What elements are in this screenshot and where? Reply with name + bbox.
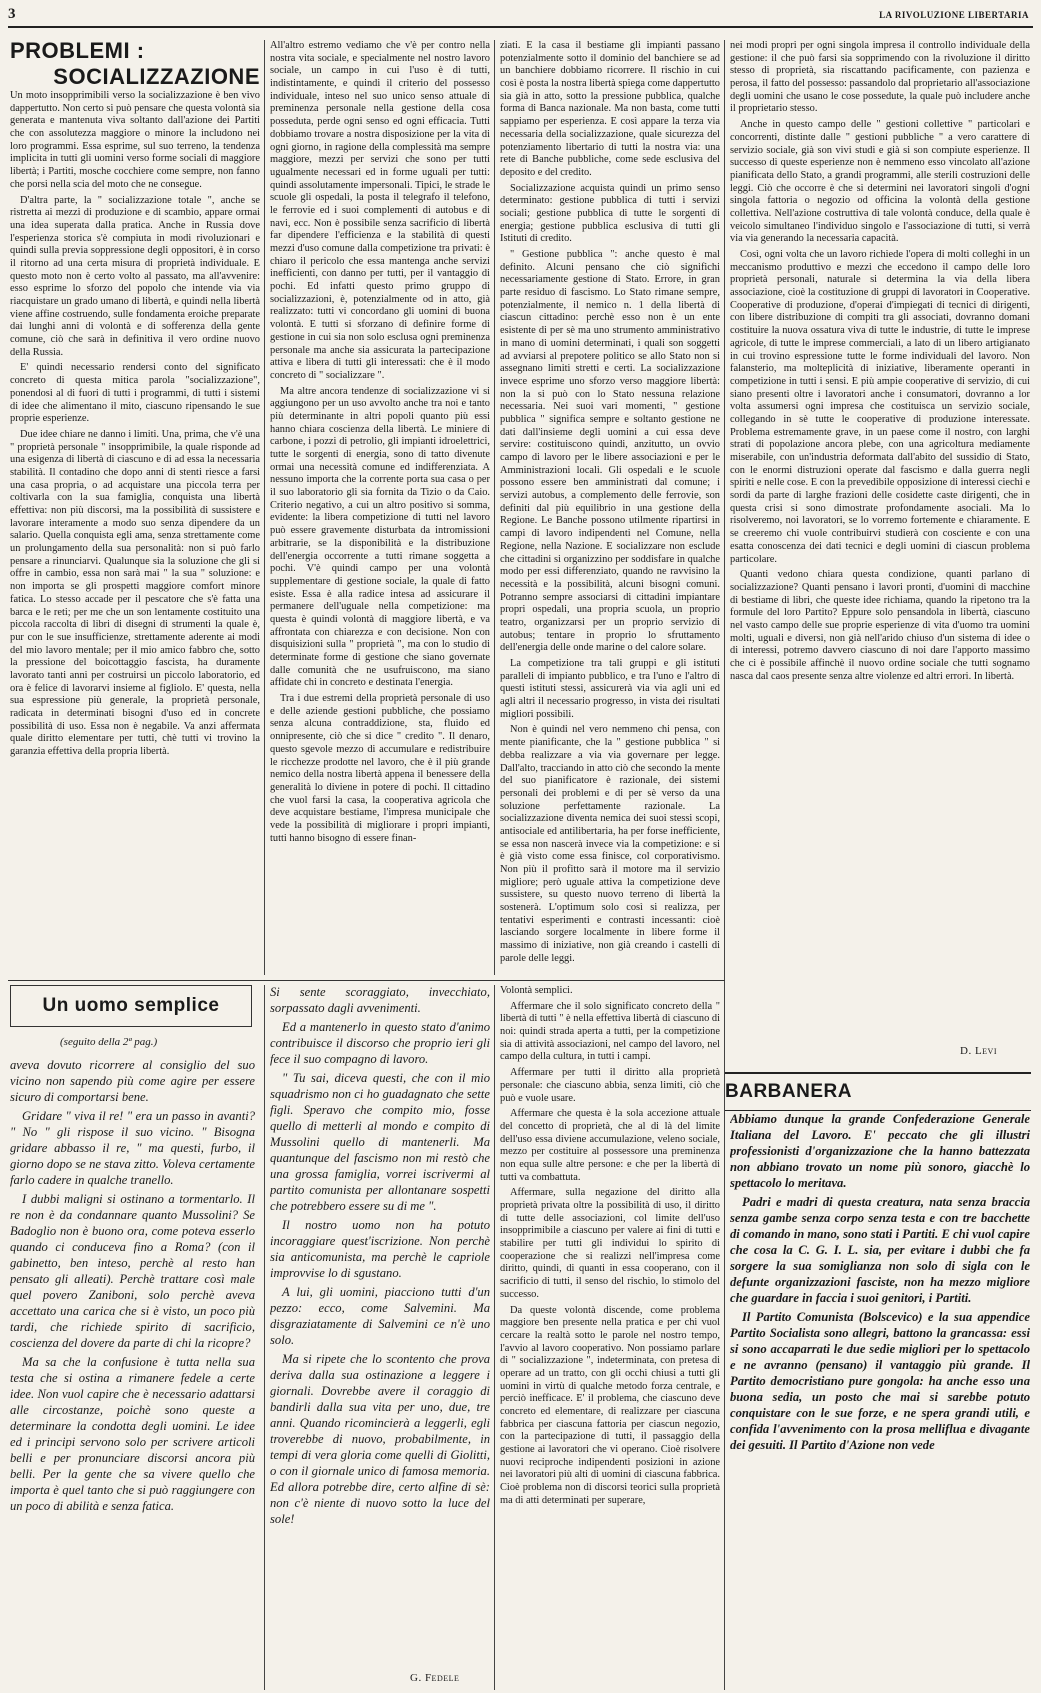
barbanera-column bbox=[730, 1112, 1030, 1690]
problemi-column-1 bbox=[10, 90, 260, 902]
uomo-title: Un uomo semplice bbox=[42, 995, 220, 1016]
paragraph: D'altra parte, la " socializzazione totale ", anche se ristretta ai mezzi di produzione e di scambio, appare ormai una idea superata dalla pratica. Anche in Russia dove l'esperienza storica s'è compiuta in modi rivoluzionari e quindi sulla previa soppressione degli oppositori, è in corso il ritorno ad una certa misura di proprietà individuale. E questo moto non è certo volto al passato, ma all'avvenire: esso esprime lo sforzo del popolo che intende via via riacquistare un grado umano di libertà, e quindi nella libertà viene affine costruendo, sulle fondamenta eroiche preparate dai lunghi anni di volontà e di sofferenza della gente comune, ciò che sarà in definitiva il vero ordine nuovo della Russia. bbox=[10, 194, 260, 358]
paragraph: E' quindi necessario rendersi conto del significato concreto di questa mitica parola "socializzazione", ponendosi al di fuori di tutti i programmi, di tutti i sistemi di idee che alimentano il mito, ciascuno ripensando le sue proprie esperienze. bbox=[10, 362, 260, 425]
paragraph: All'altro estremo vediamo che v'è per contro nella nostra vita sociale, e specialmente nel nostro lavoro sociale, un campo in cui l'uso è di tutti, indistintamente, e quindi il criterio del possesso individuale, inteso nel suo unico senso attuale di preminenza personale nella gestione della cosa posseduta, perde ogni senso ed ogni efficacia. Tutti dobbiamo trovare a nostra disposizione per la vita di ogni giorno, in ragione della complessità ma sempre maggiore, mezzi per servizi che sono per tutti ugualmente necessari ed in forme uguali per tutti: quindi assolutamente impersonali. Tipici, le strade le scuole gli ospedali, la posta il telegrafo il telefono, le ferrovie ed i suoi complementi di autobus e di navi, ecc. Non è possibile senza sacrificio di libertà far dipendere l'efficienza e la stabilità di questi mezzi d'uso comune dalla competizione tra privati: è chiaro il pericolo che essa mantenga anche servizi inefficienti, con danno per tutti, per il vantaggio di pochi. Ed infatti questo primo gruppo di socializzazioni, è, potenzialmente od in atto, già realizzato: tutti vi concordano gli uomini di buona volontà. E tutti si sforzano di definire forme di gestione in cui sia non solo esclusa ogni preminenza personale ma anche sia assicurata la partecipazione attiva e libera di tutti gli interessati: che è il modo concreto di " socializzare ". bbox=[270, 40, 490, 381]
paragraph: Il nostro uomo non ha potuto incoraggiare quest'iscrizione. Non perchè sia anticomunista, ma perchè le capriole improvvise lo di sgustano. bbox=[270, 1217, 490, 1280]
paragraph: Tra i due estremi della proprietà personale di uso e delle aziende gestioni pubbliche, che possiamo senza alcuna contraddizione, sta, fluido ed onnipresente, ciò che si dice " credito ". Il denaro, questo sgevole mezzo di accumulare e redistribuire le ricchezze prodotte nel lavoro, che è il più grande nemico della nostra libertà appena il benessere della generalità lo diviene in potere di pochi. Il cittadino che vuol farsi la casa, la cooperativa agricola che deve acquistare bestiame, l'impresa municipale che vede la possibilità di migliorare i propri impianti, tutti hanno bisogno di essere finan- bbox=[270, 693, 490, 844]
paragraph: Volontà semplici. bbox=[500, 985, 573, 996]
paragraph: Da queste volontà discende, come problema maggiore ben presente nella pratica e per chi vuol cercare la realtà sotto le parole nel nostro tempo, l'avvio al lavoro cooperativo. Non possiamo parlare di " socializzazione ", indeterminata, con pretesa di operare ad un tratto, con gli occhi chiusi a tutti gli uomini in virtù di qualche metodo forza centrale, e perciò inefficace. E' il problema, che ciascuno deve concreto ed elementare, di realizzare per ciascuna fabbrica per ciascuna fattoria per ciascun negozio, con la partecipazione di tutti, il passaggio della gestione ai lavoratori che vi operano. Cioè risolvere nuovi reciproche indipendenti posizioni in azione nei lavoratori più alti di uomini di ciascuna fabbrica. Cioè problema non di discorsi teorici sulla proprietà ma di atti determinati per superare, bbox=[500, 1304, 720, 1506]
author-signature: D. Levi bbox=[960, 1045, 997, 1057]
paragraph: Così, ogni volta che un lavoro richiede l'opera di molti colleghi in un meccanismo produttivo e mezzi che eccedono il campo delle loro proprietà personali, naturale si determina la via della libera associazione, cioè la costituzione di gruppi di lavoratori in Cooperative. Cooperative di produzione, d'operai d'impiegati di tecnici di dirigenti, con libere distribuzione di compiti tra gli associati, dovranno domani costituire la nuova ossatura viva di tutte le industrie, di tutte le imprese agricole, di tutte le imprese commerciali, a lato di un libero artigianato in cui trovino espressione tutte le forme individuali del lavoro. Non falansterio, ma molteplicità di iniziative, liberamente operanti in competizione in tutti i sensi. E più ampie cooperative di servizio, di cui siano presenti oltre i lavoratori anche i consumatori, dovranno a lor volta assumersi ogni impresa che costituisca un servizio sociale, collegando in sè tutte le cooperative di produzione interessate. Problema estremamente grave, in un paese come il nostro, con larghi strati di popolazione ancora plebe, con una agricoltura mediamente miserabile, con un'industria deformata dall'abito del sussidio di Stato, con le enormi distruzioni operate dal fascismo e dalla guerra negli spiriti e nelle cose. E con la prevedibile opposizione di interessi ciechi e sordi da parte di larghe frazioni delle cosidette caste dirigenti, che in questa crisi si sono dimostrate profondamente asociali. Ma lo risolveremo, noi lavoratori, se lo vorremo fortemente e chiaramente. E se creeremo chi vuole contribuirvi studierà con cosciente e con una esatta conoscenza dei dati tecnici e degli uomini di ciascun problema particolare. bbox=[730, 249, 1030, 565]
problemi-column-3 bbox=[500, 40, 720, 975]
paragraph: Anche in questo campo delle " gestioni collettive " particolari e concorrenti, distinte dalle " gestioni pubbliche " a vero carattere di servizio sociale, già son vivi studi e già si son compiute esperienze. Il successo di queste esperienze non è nemmeno esso vincolato all'azione pianificata dello Stato, a grandi programmi, alle sterili costruzioni delle leggi. Ciò che occorre è che si determini nei lavoratori singoli d'ogni singola fattoria o negozio od officina la volontà della gestione collettiva. Nell'azione costruttiva di tale volontà conduce, della quale è veicolo simultaneo l'individuo singolo e l'associazione di tutti, si verrà via via generando la necessaria capacità. bbox=[730, 119, 1030, 245]
paragraph: Un moto insopprimibili verso la socializzazione è ben vivo dappertutto. Non certo si può pensare che questa volontà sia generata e mantenuta viva soltanto dall'azione dei Partiti che con assolutezza maggiore o minore la includono nei loro programmi. Essa esprime, sul suo terreno, la tendenza implicita in tutti gli uomini verso forme sociali di maggiore libertà; i Partiti, mosche cocchiere come sempre, non fanno che porsi nella scia del moto che ne consegue. bbox=[10, 90, 260, 190]
problemi-column-4 bbox=[730, 40, 1030, 975]
column-separator bbox=[264, 40, 265, 975]
paragraph: Socializzazione acquista quindi un primo senso determinato: gestione pubblica di tutti i servizi sociali; gestione pubblica di tutte le sorgenti di energia; gestione pubblica esclusiva di tutti gli Istituti di credito. bbox=[500, 182, 720, 245]
paragraph: Affermare che questa è la sola accezione attuale del concetto di proprietà, che al di là del limite dell'uso essa diviene accumulazione, veleno sociale, mezzo per costituire al possessore una preminenza non equa sulle altre persone: e che per la libertà di tutti va combattuta. bbox=[500, 1108, 720, 1183]
paragraph: Il Partito Comunista (Bolscevico) e la sua appendice Partito Socialista sono allegri, battono la grancassa: essi si sono accaparrati le due sedie migliori per lo spettacolo e ne avranno (pensano) il vantaggio più grande. Il Partito democristiano pure gongola: ha anche esso una buona sedia, un posto che mai si sarebbe potuto conquistare con le sue forze, e ne spera grandi utili, e confida l'avvenimento con la prosa melliflua e divagante dei gesuiti. Il Partito d'Azione non vede bbox=[730, 1309, 1030, 1452]
paragraph: I dubbi maligni si ostinano a tormentarlo. Il re non è da condannare quanto Mussolini? Se Badoglio non è buono ora, come poteva esserlo quando ci conduceva fino a Roma? (con il gabinetto, ben inteso, perchè al resto han pensato gli alleati). Perchè trattare così male quel povero Zaniboni, solo perchè aveva accettato una carica che si è visto, un poco più tardi, che richiede spirito di sacrificio, coscienza del dovere da parte di chi la ricopre? bbox=[10, 1191, 255, 1350]
section-rule bbox=[8, 980, 725, 981]
uomo-subtitle: (seguito della 2ª pag.) bbox=[60, 1036, 158, 1048]
paragraph: Ma altre ancora tendenze di socializzazione vi si aggiungono per un uso avvolto anche tra noi e tanto più determinante in altri popoli quanto più essi hanno chiara coscienza della libertà. Le miniere di carbone, i pozzi di petrolio, gli impianti idroelettrici, tutte le sorgenti di energia, sono di tatto divenute ormai una necessità comune ed indifferenziata. A nessuno importa che la corrente porta sua casa o per il suo laboratorio gli sia fornita da Tizio o da Caio. Criterio negativo, a cui un altro positivo si somma, evidente: la libera competizione di tutti nel lavoro può essere gravemente disturbata da intromissioni arbitrarie, se la disponibilità e la distribuzione dell'energia occorrente a tutti rimane soggetta a pochi. V'è quindi campo per una volontà supplementare di gestione sociale, la quale di fatto esiste. Essa è alla radice intesa ad assicurare il permanere dell'uguale nella competizione: ma questa è quindi volontà di maggiore libertà, e va affrontata con chiarezza e con decisione. Non con disquisizioni sulla " proprietà ", ma con lo studio di determinate forme di gestione che siano governate dalle comunità che ne usufruiscono, ma siano affidate chi in concreto e destinata l'energia. bbox=[270, 385, 490, 689]
column-separator bbox=[724, 40, 725, 1690]
uomo-column-2 bbox=[270, 985, 490, 1665]
header-rule bbox=[8, 26, 1033, 28]
page-number: 3 bbox=[8, 6, 16, 22]
paragraph: ziati. E la casa il bestiame gli impianti passano potenzialmente sotto il dominio del banchiere se ad un banchiere dobbiamo ricorrere. Il rischio in cui così è posta la nostra libertà spiega come dappertutto sia già in atto, sotto la pressione pubblica, qualche forma di Banca nazionale. Ma non basta, come tutti sappiamo per esperienza. E così appare la terza via necessaria della socializzazione, quale sicurezza del potenziamento libertario di tutti la nostra via: una rete di Banche pubbliche, come sede esclusiva del deposito e del credito. bbox=[500, 40, 720, 178]
paragraph: Due idee chiare ne danno i limiti. Una, prima, che v'è una " proprietà personale " insopprimibile, la quale risponde ad una esigenza di libertà di ciascuno e di ad essa la necessaria stabilità. Il contadino che dopo anni di stenti riesce a farsi una casa propria, o ad acquistare una piccola terra per coltivarla con la sua famiglia, conquista una libertà effettiva: non più discorsi, ma la possibilità di sussistere e lavorare interamente a modo suo senza dipendere da un salario. Quella conquista egli ama, senza strettamente come un prolungamento della sua personalità: non si può farlo pensare a rinunciarvi. Qualunque sia la soluzione che gli si offre in cambio, essa non sarà mai " la sua " soluzione: e non importa se gli prospetti maggiore comfort minore fatica. Lo stesso accade per il pescatore che s'è fatta una barca e le reti; per me che un son lentamente costituito una piccola raccolta di libri di disegni di strumenti la quale è, pur con le sue insufficienze, strettamente aderente ai modi del mio lavoro mentale; per il mio amico fabbro che, sotto la pressione del boicottaggio fascista, ha duramente lavorato tanti anni per costruirsi un piccolo laboratorio, ed ora è felice di lavorarvi insieme al figliolo. E' questa, nella sua espressione più generale, la proprietà personale, radicata in determinati bisogni d'uso ed in concrete possibilità di uso. Essa non è negabile. Va anzi affermata quale diritto elementare per tutti, chè tutti vi trovino la garanzia effettiva della propria libertà. bbox=[10, 428, 260, 758]
paragraph: Quanti vedono chiara questa condizione, quanti parlano di socializzazione? Quanti pensano i lavori pronti, d'uomini di macchine di bestiame di libri, che queste idee richiama, quando la ripetono tra la formule del loro Partito? Eppure solo pensandola in libertà, ciascuno nel vasto campo delle sue proprie esperienze di vita d'uomo tra uomini molti, uguali e diversi, non già nell'arido chiuso d'un sistema di idee o di interessi, potremo davvero ciascuno di noi dare l'apporto massimo che ci è possibile affinchè il nuovo ordine sociale che tutti sognamo nasca dal caos presente senza altre violenze ed altri errori. In libertà. bbox=[730, 569, 1030, 682]
problemi-column-2 bbox=[270, 40, 490, 975]
paragraph: " Gestione pubblica ": anche questo è mal definito. Alcuni pensano che ciò significhi necessariamente gestione di Stato. Errore, in gran parte residuo di fascismo. Lo Stato rimane sempre, potenzialmente, il nemico n. 1 della libertà di ciascun cittadino: perchè esso non è un ente esistente di per sè ma uno strumento amministrativo in mano di uomini determinati, i quali son soggetti ad avviarsi al prepotere politico se allo Stato non si assegnano limiti stretti e certi. La socializzazione invece esprime uno sforzo verso maggiore libertà: non la si può con lo Stato nessuna relazione necessaria. Nei suoi vari momenti, " gestione pubblica " significa sempre e soltanto gestione ne dati dall'insieme degli uomini a cui essa deve servire: costituiscono quindi, anzitutto, un ovvio campo di lavoro per le libere associazioni e per le Amministrazioni locali. Gli ospedali e le scuole possono essere ben amministrati dal comune; i servizi autobus, a complemento delle ferrovie, son definiti dal più equilibrio in una gestione della Regione. Le Banche possono utilmente ripartirsi in campi di lavoro indipendenti nel Comune, nella Regione, nella Nazione. E socializzare non esclude che cittadini si organizzino per soddisfare in qualche modo per essi differenziato, quando ne ravvisino la necessità e la possibilità, alcuni bisogni comuni. Potranno sempre associarsi di cittadini impiantare propri ospedali, una propria scuola, un proprio teatro, organizzarsi per un proprio servizio di autobus; tentare in proprio lo sfruttamento dell'energia delle onde marine o del calore solare. bbox=[500, 249, 720, 654]
author-signature: G. Fedele bbox=[410, 1672, 460, 1684]
column-separator bbox=[494, 40, 495, 975]
paragraph: Affermare, sulla negazione del diritto alla proprietà privata oltre la possibilità di uso, il diritto di tutte delle associazioni, col limite dell'uso insopprimibile a ciascuno per valere ai fini di tutti e stabilire per tutti gli individui lo spirito di cooperazione che si realizzi nell'impresa come diritto, quindi, di quanti in essa cooperano, con il sacrificio di tutti, il senso del rischio, lo stimolo del successo. bbox=[500, 1187, 720, 1300]
paragraph: Non è quindi nel vero nemmeno chi pensa, con mente pianificante, che la " gestione pubblica " si debba realizzare a via via governare per legge. Dall'alto, tracciando in atto ciò che secondo la mente del suo pianificatore è razionale, dei sistemi personali dei problemi e di per sè verso da una soluzione perfettamente razionale. La socializzazione diventa nemica dei suoi stessi scopi, antisociale ed antilibertaria, ha per forse inefficiente, se essa non nascerà invece via la competizione: e si è già visto come essa finisce, col corporativismo. Non più il profitto sarà il motore ma il servizio migliore; però uguale attiva la competizione deve sussistere, su questo nuovo terreno di libertà la sostenerà. L'optimum solo così si realizza, per tentativi esperimenti e contrasti incessanti: cioè lasciando sorgere localmente in libere forme il massimo di iniziative, non già creando i castelli di parole delle leggi. bbox=[500, 724, 720, 964]
uomo-title-box bbox=[10, 985, 252, 1027]
paragraph: Affermare che il solo significato concreto della " libertà di tutti " è nella effettiva libertà di ciascuno di noi: quindi strada aperta a tutti, per la competizione sia di attività associazioni, nel campo del lavoro, nel campo della cultura, in tutti i campi. bbox=[500, 1000, 720, 1063]
paragraph: Abbiamo dunque la grande Confederazione Generale Italiana del Lavoro. E' peccato che gli illustri professionisti d'organizzazione che la hanno battezzata non abbiano trovato un nome più sonoro, giacchè lo spettacolo lo meritava. bbox=[730, 1112, 1030, 1190]
paragraph: " Tu sai, diceva questi, che con il mio squadrismo non ci ho guadagnato che sette figli. Speravo che compito mio, fosse quello di metterli al mondo e compito di Mussolini quello di mantenerli. Ma quantunque del fascismo non mi restò che una grossa famiglia, vorrei iscrivermi al partito comunista per allontanare sospetti che potrebbero essere su di me ". bbox=[270, 1070, 490, 1213]
uomo-column-1 bbox=[10, 1058, 255, 1688]
paragraph: nei modi propri per ogni singola impresa il controllo individuale della gestione: il che può farsi sia sopprimendo con la rivoluzione il diritto stesso di proprietà, sia riscattando pacificamente, con pazienza e perosa, il fatto del possesso: passandolo dal proprietario all'associazione degli uomini che usano le cose possedute, la quale può includere anche il proprietario stesso. bbox=[730, 40, 1030, 115]
column-separator bbox=[494, 985, 495, 1690]
barbanera-title-box bbox=[725, 1072, 1031, 1111]
problemi-title-line2: SOCIALIZZAZIONE bbox=[53, 64, 260, 89]
running-head: LA RIVOLUZIONE LIBERTARIA bbox=[879, 10, 1029, 20]
paragraph: Ed a mantenerlo in questo stato d'animo contribuisce il discorso che proprio ieri gli fece il suo compagno di lavoro. bbox=[270, 1019, 490, 1066]
paragraph: Ma sa che la confusione è tutta nella sua testa che si ostina a rimanere fedele a certe idee. Non vuol capire che è necessario adattarsi alle circostanze, poichè sono queste a determinare la condotta degli uomini. Le idee ed i principi servono solo per scrivere articoli belli e per pronunciare discorsi ancora più belli. Per la gente che sa vivere quello che importa è quel tanto che si può raggiungere con un poco di abilità e senza fatica. bbox=[10, 1354, 255, 1513]
paragraph: La competizione tra tali gruppi e gli istituti paralleli di impianto pubblico, e tra l'uno e l'altro di questi istituti stessi, assicurerà via via agli uni ed agli altri il necessario progresso, in vista dei risultati migliori possibili. bbox=[500, 658, 720, 720]
paragraph: Gridare " viva il re! " era un passo in avanti? " No " gli rispose il suo vicino. " Bisogna gridare abbasso il re, " ma questi, furbo, il giorno dopo se ne stava zitto. Voleva certamente farlo cadere in qualche tranello. bbox=[10, 1108, 255, 1187]
paragraph: Ma si ripete che lo scontento che prova deriva dalla sua ostinazione a leggere i giornali. Dovrebbe avere il coraggio di bandirli dalla sua vita per uno, due, tre anni. Quando ricomincierà a leggerli, egli troverebbe di nuovo, probabilmente, in tempi di vera gloria come quelli di Giolitti, o con il giornale unico di famosa memoria. Ed allora potrebbe dire, certo alfine di sè: non c'è niente di nuovo sotto la luce del sole! bbox=[270, 1351, 490, 1526]
barbanera-title: BARBANERA bbox=[725, 1081, 852, 1102]
paragraph: Si sente scoraggiato, invecchiato, sorpassato dagli avvenimenti. bbox=[270, 985, 490, 1015]
paragraph: Padri e madri di questa creatura, nata senza braccia senza gambe senza corpo senza testa e con tre bacchette di comando in mano, sono stati i Partiti. E chi vuol capire che cosa la C. G. I. L. sia, per evitare i dubbi che fa sorgere la sua somiglianza non solo di sigla con le defunte organizzazioni fasciste, non ha mezzo migliore che guardare in faccia i suoi genitori, i Partiti. bbox=[730, 1194, 1030, 1305]
paragraph: A lui, gli uomini, piacciono tutti d'un pezzo: ecco, come Salvemini. Ma disgraziatamente di Salvemini ce n'è uno solo. bbox=[270, 1284, 490, 1347]
paragraph: aveva dovuto ricorrere al consiglio del suo vicino non sapendo più come agire per essere sicuro di comportarsi bene. bbox=[10, 1058, 255, 1104]
column-separator bbox=[264, 985, 265, 1690]
problemi-continuation-column bbox=[500, 985, 720, 1685]
problemi-title bbox=[10, 38, 260, 90]
paragraph: Affermare per tutti il diritto alla proprietà personale: che ciascuno abbia, senza limiti, ciò che può e vuole usare. bbox=[500, 1067, 720, 1104]
problemi-title-line1: PROBLEMI : bbox=[10, 38, 145, 63]
